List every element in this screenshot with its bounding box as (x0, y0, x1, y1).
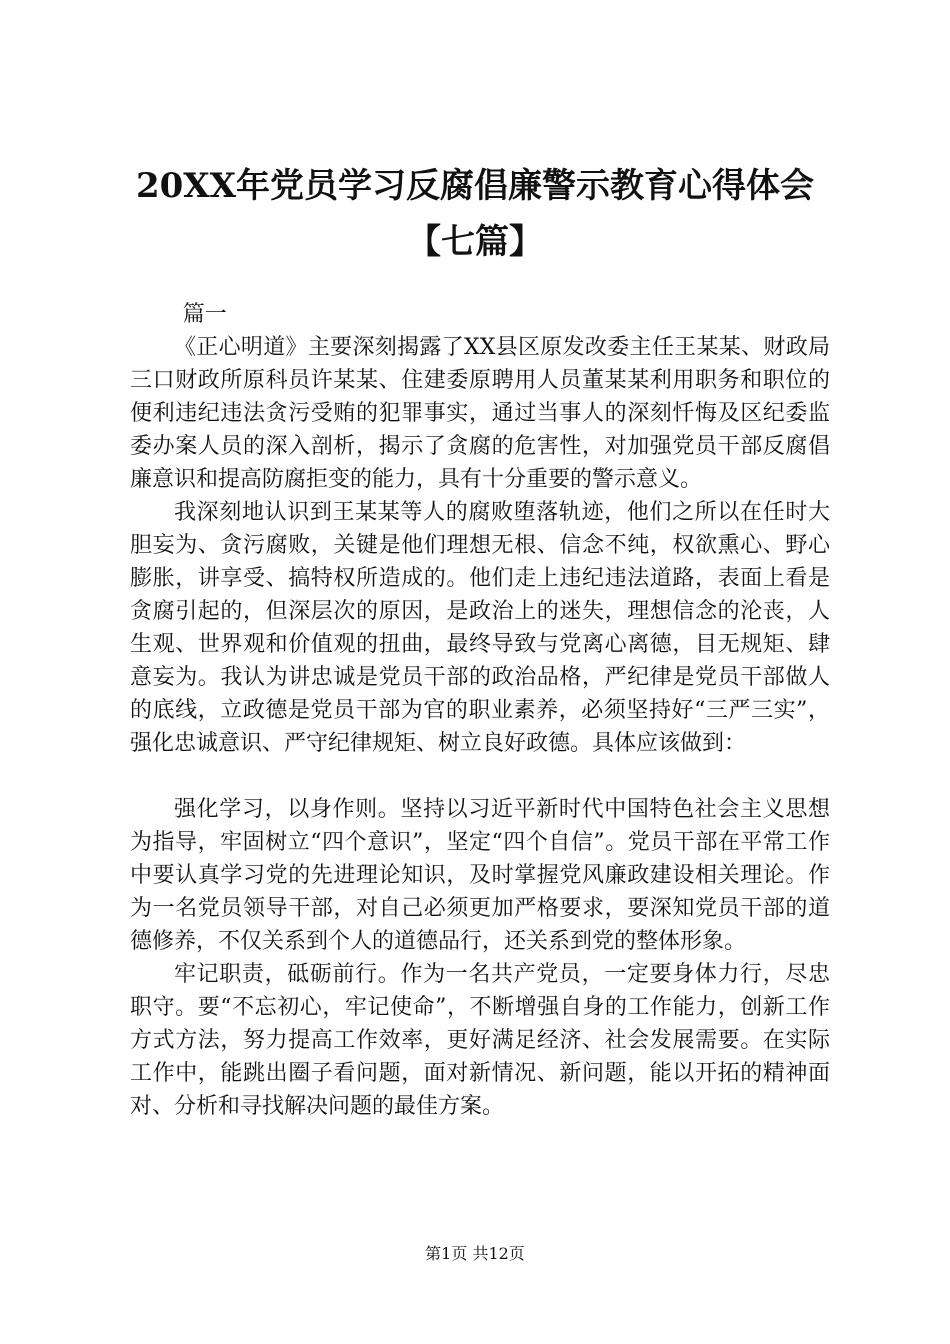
document-title-line-1: 20XX年党员学习反腐倡廉警示教育心得体会 (135, 166, 815, 206)
paragraph-3: 强化学习，以身作则。坚持以习近平新时代中国特色社会主义思想为指导，牢固树立“四个意识”，坚定“四个自信”。党员干部在平常工作中要认真学习党的先进理论知识，及时掌握党风廉政建设相关理论。作为一名党员领导干部，对自己必须更加严格要求，要深知党员干部的道德修养，不仅关系到个人的道德品行，还关系到党的整体形象。 (130, 797, 830, 954)
page-footer: 第1页 共12页 (425, 1244, 525, 1263)
paragraph-1: 《正心明道》主要深刻揭露了XX县区原发改委主任王某某、财政局三口财政所原科员许某某、住建委原聘用人员董某某利用职务和职位的便利违纪违法贪污受贿的犯罪事实，通过当事人的深刻忏悔及区纪委监委办案人员的深入剖析，揭示了贪腐的危害性，对加强党员干部反腐倡廉意识和提高防腐拒变的能力，具有十分重要的警示意义。 (130, 335, 830, 492)
paragraph-4: 牢记职责，砥砺前行。作为一名共产党员，一定要身体力行，尽忠职守。要“不忘初心，牢记使命”，不断增强自身的工作能力，创新工作方式方法，努力提高工作效率，更好满足经济、社会发展需要。在实际工作中，能跳出圈子看问题，面对新情况、新问题，能以开拓的精神面对、分析和寻找解决问题的最佳方案。 (130, 962, 830, 1119)
section-label: 篇一 (182, 302, 227, 327)
document-title-line-2: 【七篇】 (407, 222, 543, 262)
document-body (130, 298, 830, 1123)
paragraph-2: 我深刻地认识到王某某等人的腐败堕落轨迹，他们之所以在任时大胆妄为、贪污腐败，关键是他们理想无根、信念不纯，权欲熏心、野心膨胀，讲享受、搞特权所造成的。他们走上违纪违法道路，表面上看是贪腐引起的，但深层次的原因，是政治上的迷失，理想信念的沦丧，人生观、世界观和价值观的扭曲，最终导致与党离心离德，目无规矩、肆意妄为。我认为讲忠诚是党员干部的政治品格，严纪律是党员干部做人的底线，立政德是党员干部为官的职业素养，必须坚持好“三严三实”，强化忠诚意识、严守纪律规矩、树立良好政德。具体应该做到： (130, 500, 830, 756)
